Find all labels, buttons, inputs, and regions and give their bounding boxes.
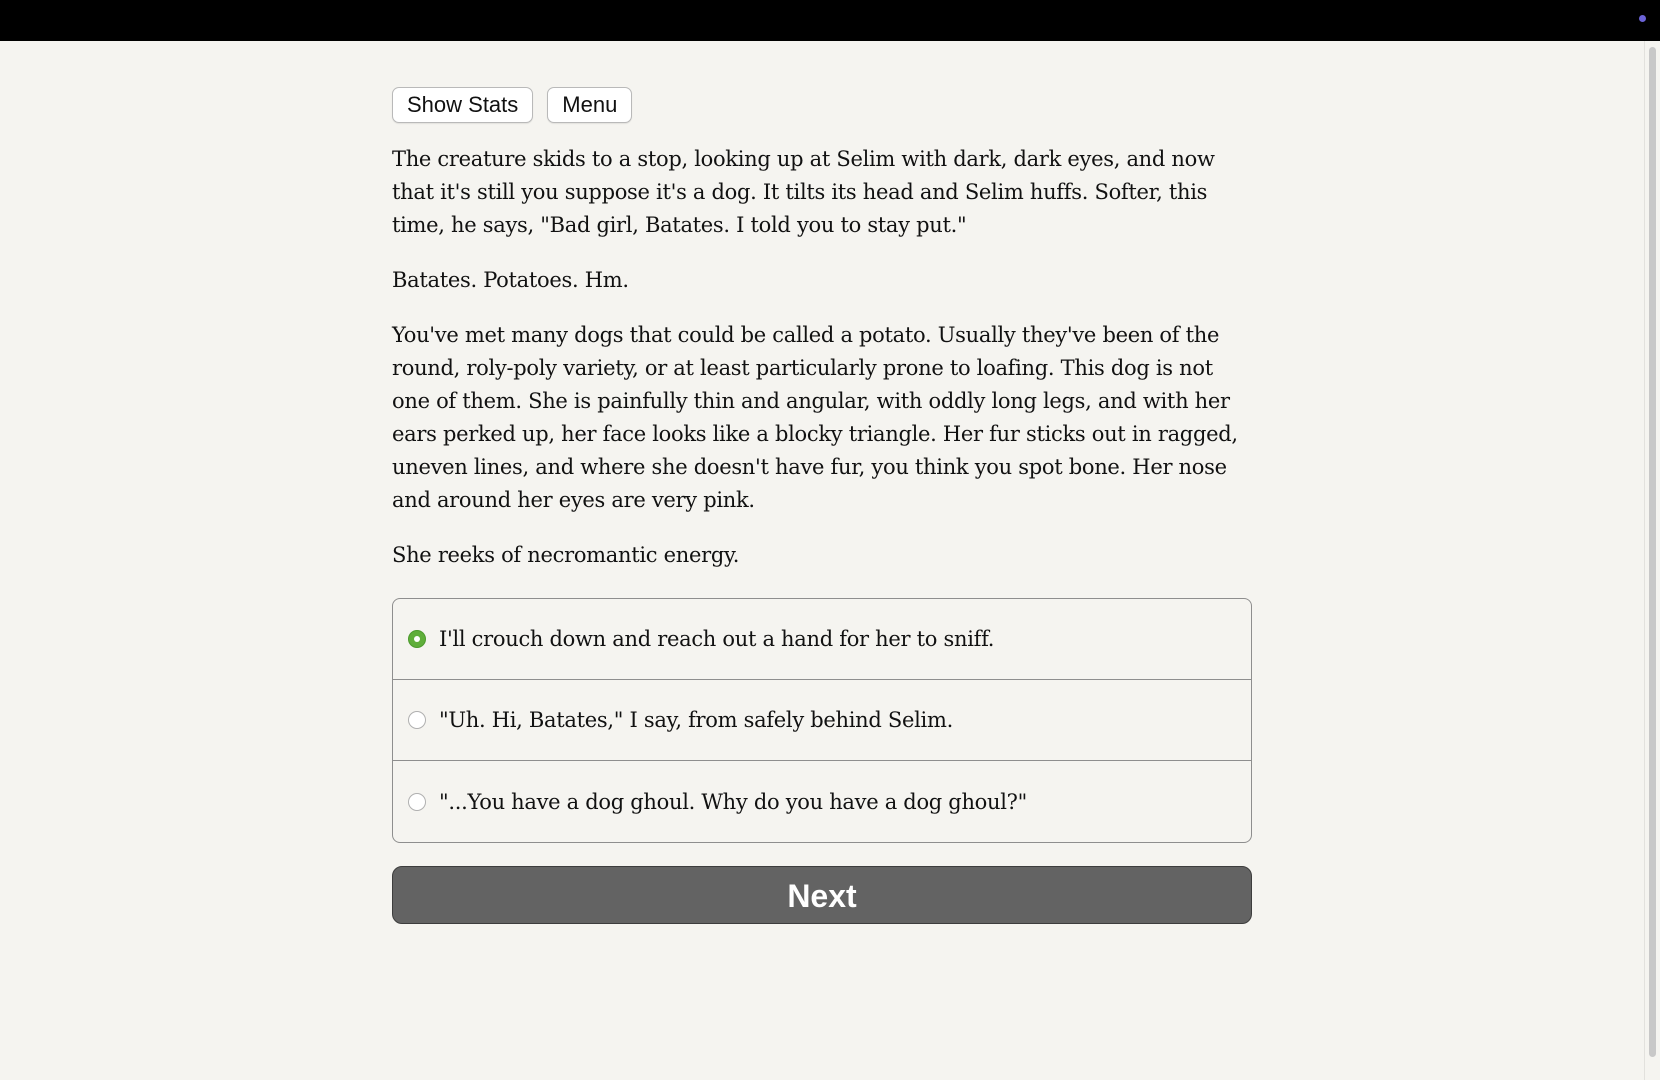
show-stats-button[interactable]: Show Stats [392, 87, 533, 123]
radio-unselected-icon[interactable] [408, 793, 426, 811]
next-button[interactable]: Next [392, 866, 1252, 924]
choice-list [392, 598, 1252, 843]
toolbar [392, 87, 1252, 123]
choice-option-3[interactable] [393, 761, 1251, 842]
choice-label: "...You have a dog ghoul. Why do you have a dog ghoul?" [439, 789, 1027, 814]
status-dot-icon [1639, 15, 1646, 22]
choice-option-1[interactable] [393, 599, 1251, 680]
choice-label: I'll crouch down and reach out a hand for her to sniff. [439, 627, 995, 651]
radio-selected-icon[interactable] [408, 630, 426, 648]
vertical-scrollbar[interactable] [1644, 41, 1660, 1080]
story-text [392, 143, 1252, 572]
choice-option-2[interactable] [393, 680, 1251, 761]
menu-button[interactable]: Menu [547, 87, 632, 123]
story-paragraph: She reeks of necromantic energy. [392, 543, 740, 567]
story-paragraph: Batates. Potatoes. Hm. [392, 268, 629, 292]
top-bar [0, 0, 1660, 41]
radio-unselected-icon[interactable] [408, 711, 426, 729]
choice-label: "Uh. Hi, Batates," I say, from safely behind Selim. [439, 708, 953, 732]
scrollbar-thumb[interactable] [1649, 47, 1656, 1057]
story-paragraph: You've met many dogs that could be called a potato. Usually they've been of the round, roly-poly variety, or at least particularly prone to loafing. This dog is not one of them. She is painfully thin and angular, with oddly long legs, and with her ears perked up, her face looks like a blocky triangle. Her fur sticks out in ragged, uneven lines, and where she doesn't have fur, you think you spot bone. Her nose and around her eyes are very pink. [392, 323, 1238, 512]
game-container [392, 87, 1252, 924]
story-paragraph: The creature skids to a stop, looking up at Selim with dark, dark eyes, and now that it's still you suppose it's a dog. It tilts its head and Selim huffs. Softer, this time, he says, "Bad girl, Batates. I told you to stay put." [392, 147, 1215, 237]
